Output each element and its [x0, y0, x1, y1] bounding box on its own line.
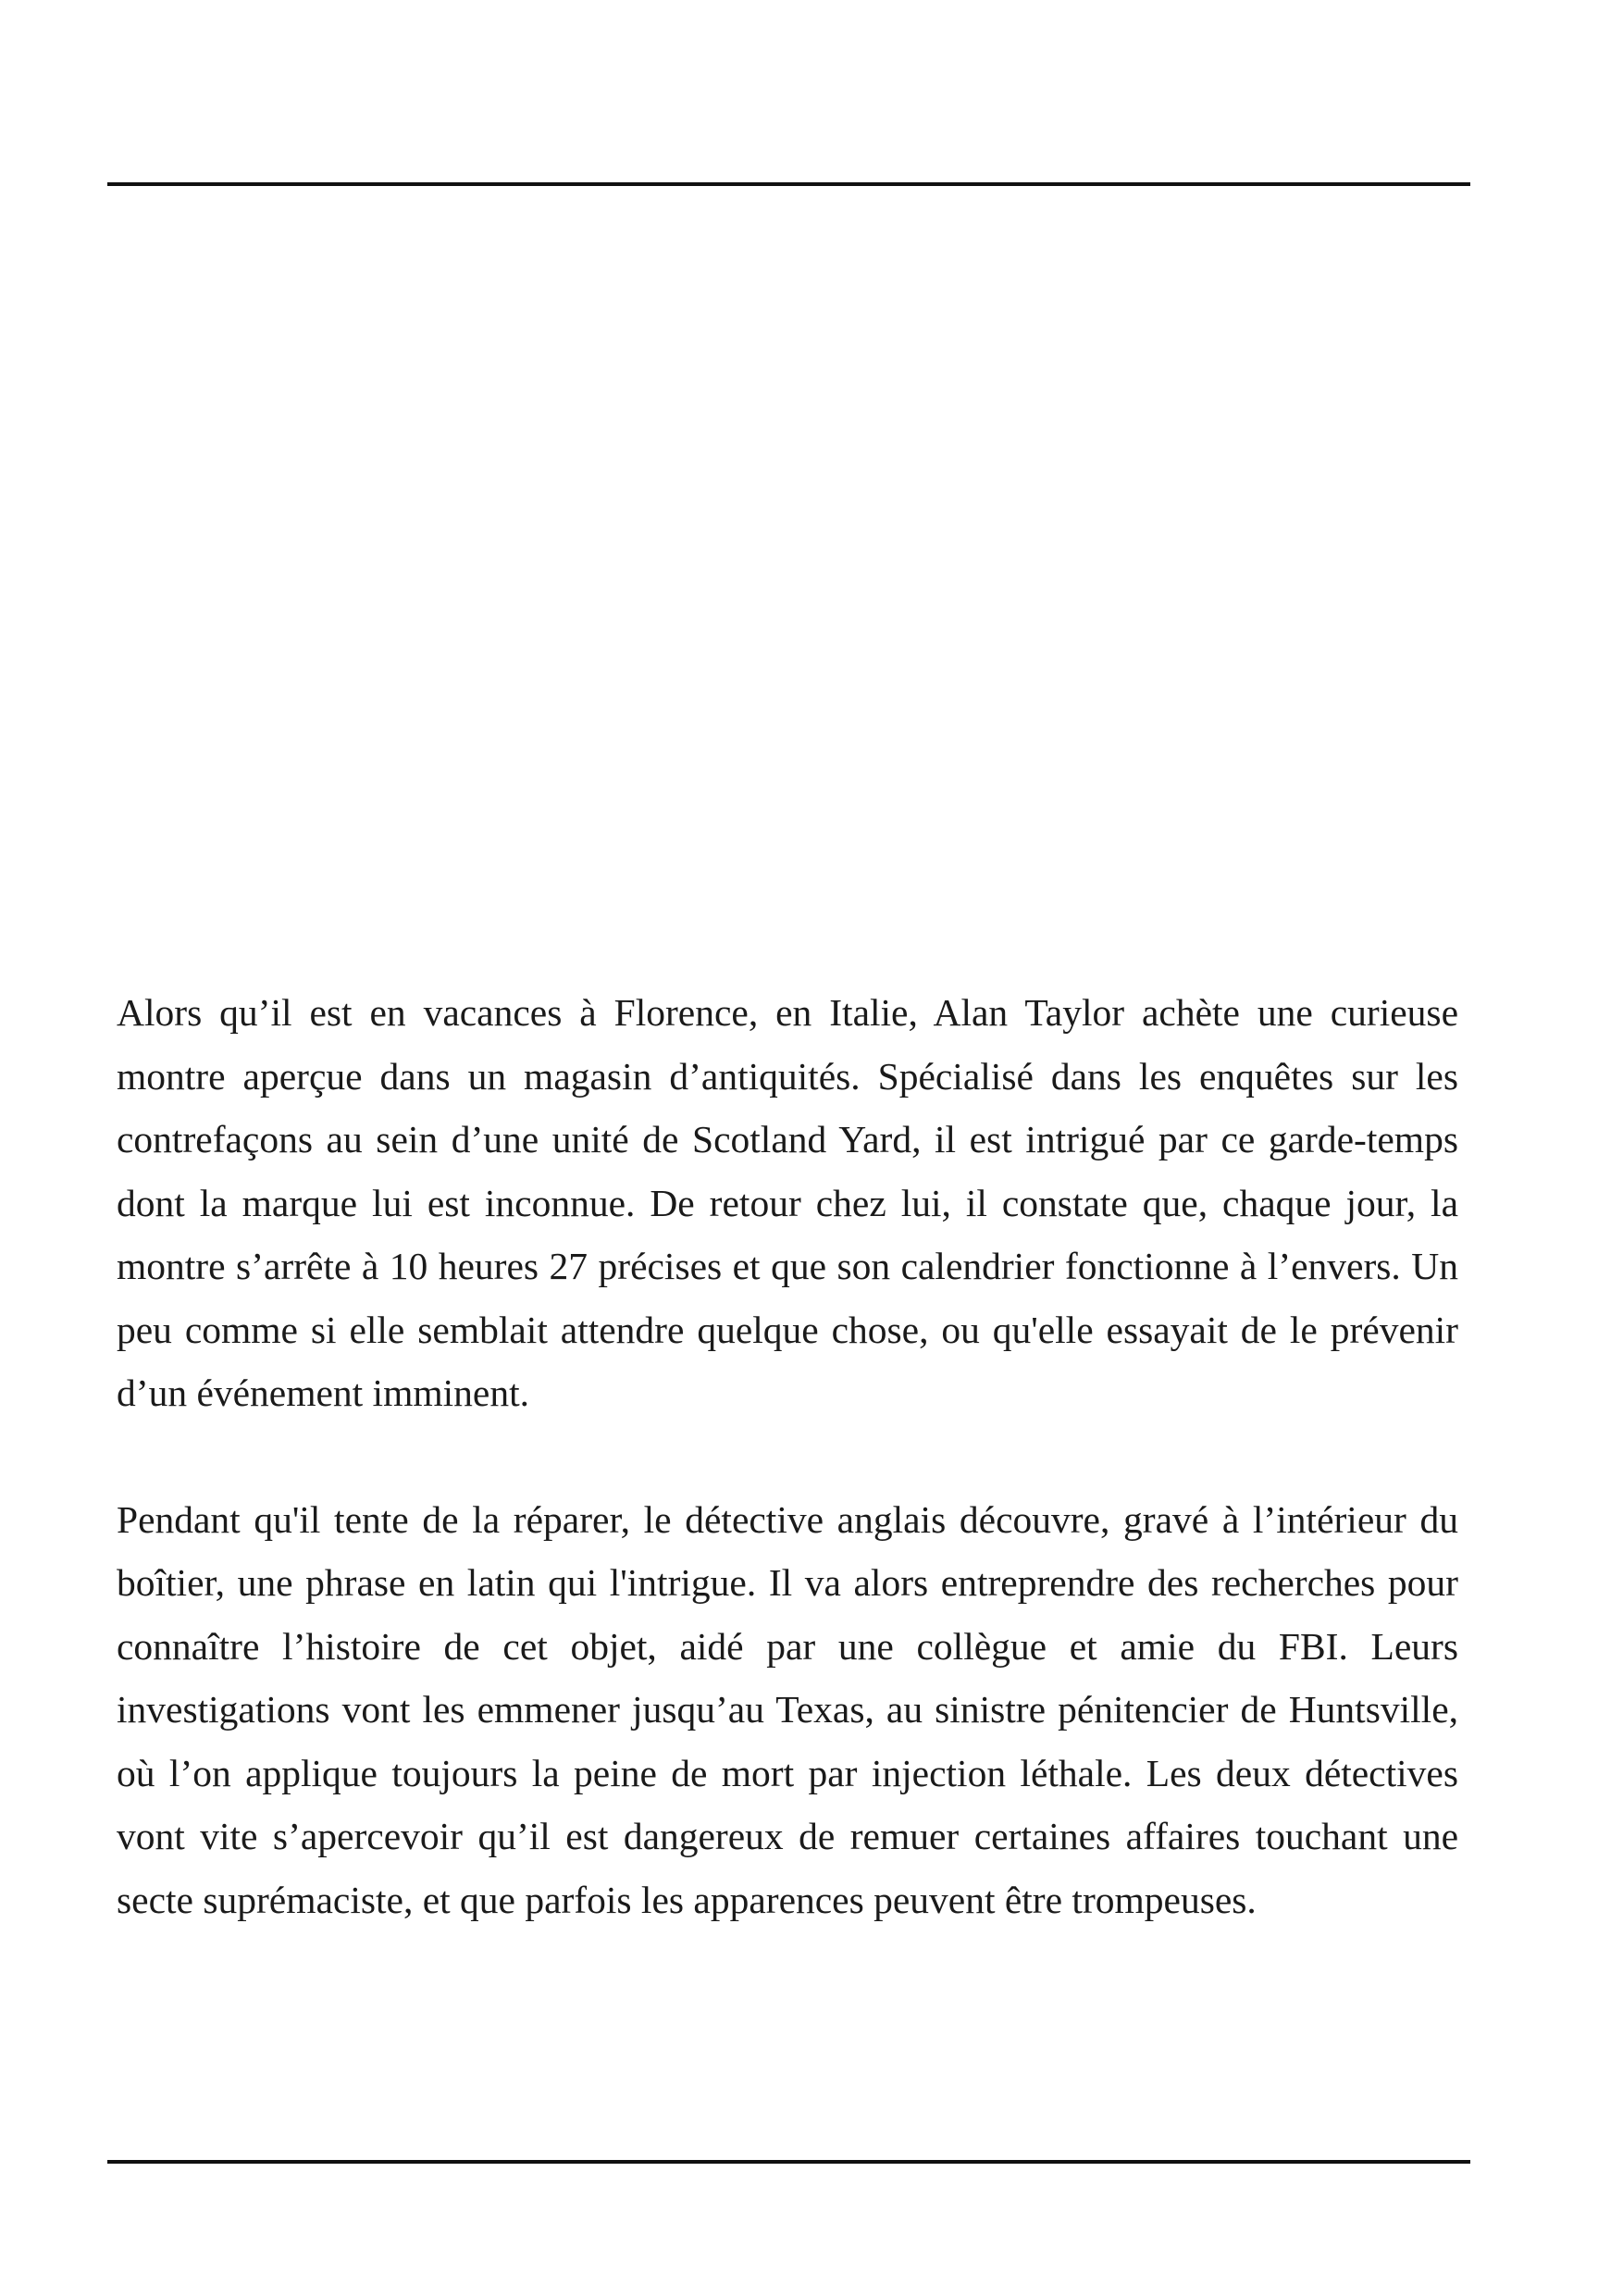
summary-paragraph: Alors qu’il est en vacances à Florence, en Italie, Alan Taylor achète une curieuse montre aperçue dans un magasin d’antiquités. Spécialisé dans les enquêtes sur les contrefaçons au sein d’une unité de Scotland Yard, il est intrigué par ce garde-temps dont la marque lui est inconnue. De retour chez lui, il constate que, chaque jour, la montre s’arrête à 10 heures 27 précises et que son calendrier fonctionne à l’envers. Un peu comme si elle semblait attendre quelque chose, ou qu'elle essayait de le prévenir d’un événement imminent. — [117, 991, 1458, 1414]
top-divider — [107, 182, 1470, 186]
bottom-divider — [107, 2160, 1470, 2164]
back-cover-summary — [117, 981, 1458, 1931]
summary-paragraph: Pendant qu'il tente de la réparer, le détective anglais découvre, gravé à l’intérieur du boîtier, une phrase en latin qui l'intrigue. Il va alors entreprendre des recherches pour connaître l’histoire de cet objet, aidé par une collègue et amie du FBI. Leurs investigations vont les emmener jusqu’au Texas, au sinistre pénitencier de Huntsville, où l’on applique toujours la peine de mort par injection léthale. Les deux détectives vont vite s’apercevoir qu’il est dangereux de remuer certaines affaires touchant une secte suprémaciste, et que parfois les apparences peuvent être trompeuses. — [117, 1497, 1458, 1921]
